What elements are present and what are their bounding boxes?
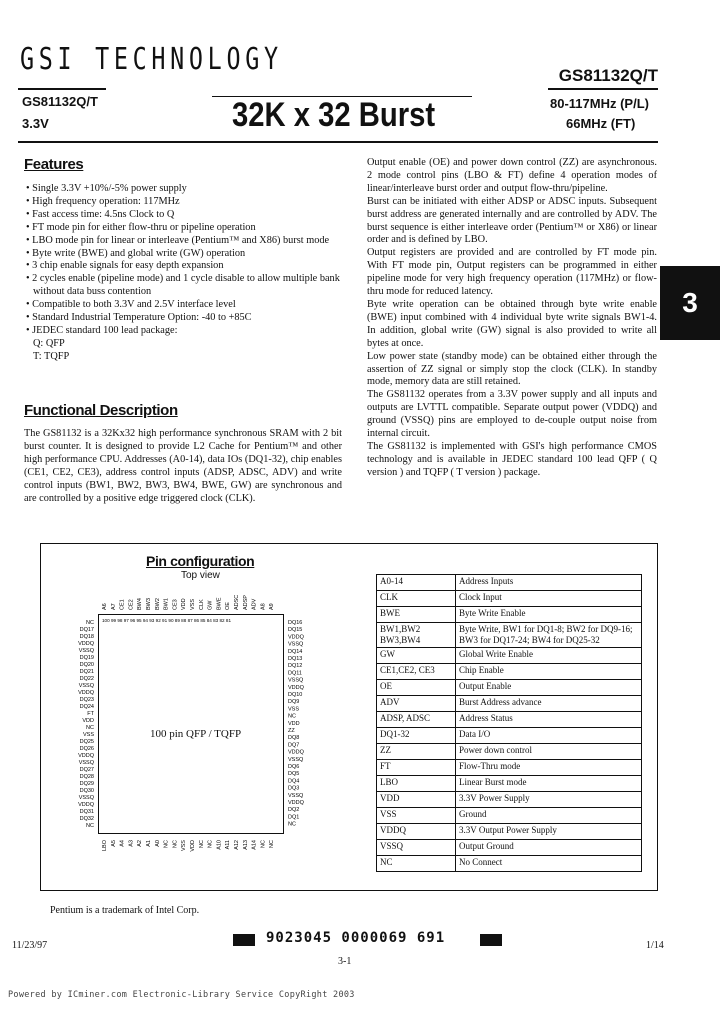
paragraph: The GS81132 operates from a 3.3V power supply and all inputs and outputs are LVTTL compatible. Separate output power (VDDQ) and ground (VSSQ) pins are employed to de-couple output noise from internal circuit.	[367, 389, 657, 440]
pin-label: NC	[172, 840, 179, 848]
pin-label: VSS	[288, 706, 300, 713]
pin-name: GW	[377, 648, 456, 664]
pin-label: A9	[269, 603, 276, 610]
pin-label: BWE	[216, 597, 223, 610]
paragraph: Output enable (OE) and power down control (ZZ) are asynchronous. 2 mode control pins (LBO & FT) define 4 operation modes of linear/interleave burst order and output flow-thru/pipeline.	[367, 157, 657, 194]
pin-label: DQ27	[79, 767, 94, 773]
functional-description: The GS81132 is a 32Kx32 high performance synchronous SRAM with 2 bit burst counter. It is designed to provide L2 Cache for Pentium™ and other high performance CPU. Addresses (A0-14), data IOs (DQ1-32), chip enables (CE1, CE2, CE3), address control inputs (ADSP, ADSC, ADV) and write control inputs (BW1, BW2, BW3, BW4, BWE, GW) are synchronous and are controlled by a positive edge triggered clock (CLK).	[24, 428, 342, 504]
pin-label: A0	[154, 840, 161, 847]
pin-name: A0-14	[377, 575, 456, 591]
package-q: Q: QFP	[33, 337, 65, 349]
table-row	[377, 728, 642, 744]
pin-label: NC	[163, 840, 170, 848]
page-of: 1/14	[646, 940, 664, 951]
pin-name: NC	[377, 856, 456, 872]
part-number-top: GS81132Q/T	[558, 66, 658, 85]
pin-label: DQ1	[288, 814, 300, 821]
pin-label: LBO	[102, 840, 108, 852]
paragraph: Burst can be initiated with either ADSP or ADSC inputs. Subsequent burst address are generated internally and are controlled by ADV. The burst sequence is either interleave order (Pentium™ or X86) or linear order and is defined by LBO.	[367, 195, 657, 246]
company-logo: GSI TECHNOLOGY	[20, 42, 283, 77]
pin-label: VDDQ	[288, 800, 304, 806]
pin-label: OE	[225, 602, 232, 610]
list-item: • 2 cycles enable (pipeline mode) and 1 cycle disable to allow multiple bank without data buss contention	[26, 273, 340, 298]
pin-label: A6	[102, 603, 108, 610]
pin-name: CE1,CE2, CE3	[377, 664, 456, 680]
pin-label: DQ32	[79, 816, 94, 822]
table-row	[377, 744, 642, 760]
pin-label: DQ9	[288, 699, 300, 706]
pin-label: VDDQ	[78, 641, 94, 647]
list-item: • Compatible to both 3.3V and 2.5V interface level	[26, 299, 236, 311]
pin-desc: Chip Enable	[456, 664, 642, 680]
header-rule-right	[548, 88, 658, 90]
pin-desc: Address Inputs	[456, 575, 642, 591]
pin-label: VDDQ	[78, 690, 94, 696]
list-item: • Single 3.3V +10%/-5% power supply	[26, 183, 187, 194]
pin-label: A5	[110, 840, 117, 847]
pin-label: A3	[128, 840, 135, 847]
features-heading: Features	[24, 156, 84, 173]
pin-name: ADSP, ADSC	[377, 712, 456, 728]
pin-label: DQ15	[288, 627, 303, 634]
pin-desc: Clock Input	[456, 591, 642, 607]
list-item: • FT mode pin for either flow-thru or pipeline operation	[26, 221, 256, 233]
speed-pipeline: 80-117MHz (P/L)	[550, 96, 649, 111]
table-row	[377, 792, 642, 808]
table-row	[377, 575, 642, 591]
pin-label: VSS	[82, 732, 94, 738]
pin-label: DQ19	[79, 655, 94, 661]
pin-label: NC	[260, 840, 267, 848]
barcode-number: 9023045 0000069 691	[266, 930, 446, 946]
pin-label: VSSQ	[288, 756, 304, 763]
functional-heading: Functional Description	[24, 402, 178, 419]
pin-name: ADV	[377, 696, 456, 712]
document-date: 11/23/97	[12, 940, 48, 951]
pin-desc: Burst Address advance	[456, 696, 642, 712]
pin-label: BW1	[163, 598, 170, 610]
features-list	[26, 183, 341, 364]
pin-label: A10	[216, 840, 223, 850]
pin-label: FT	[87, 711, 94, 717]
pin-label: A1	[146, 840, 152, 847]
pin-desc: Global Write Enable	[456, 648, 642, 664]
pin-label: DQ13	[288, 656, 303, 662]
chip-outline	[98, 614, 284, 834]
table-row	[377, 591, 642, 607]
pin-label: BW2	[154, 598, 161, 610]
barcode-bar	[480, 934, 502, 946]
pin-desc: Linear Burst mode	[456, 776, 642, 792]
pin-label: CE3	[172, 599, 179, 610]
pin-label: BW4	[137, 598, 144, 610]
table-row	[377, 664, 642, 680]
pin-label: VSS	[181, 840, 188, 852]
pin-label: CLK	[198, 599, 205, 610]
pin-label: DQ29	[79, 781, 94, 787]
pin-label: DQ7	[288, 742, 300, 749]
pin-label: VDDQ	[288, 684, 304, 691]
package-t: T: TQFP	[33, 350, 70, 362]
pin-label: VDDQ	[288, 749, 304, 756]
pin-label: DQ17	[79, 627, 94, 633]
paragraph: The GS81132 is implemented with GSI's high performance CMOS technology and is available in JEDEC standard 100 lead QFP ( Q version ) and TQFP ( T version ) package.	[367, 440, 657, 478]
pin-label: VDD	[288, 720, 300, 727]
pin-label: DQ24	[79, 704, 94, 710]
paragraph: Low power state (standby mode) can be obtained either through the assertion of ZZ signal or simply stop the clock (CLK). In standby mode, memory data are still retained.	[367, 350, 657, 388]
pin-name: BWE	[377, 607, 456, 623]
barcode-bar	[233, 934, 255, 946]
pin-desc: Flow-Thru mode	[456, 760, 642, 776]
table-row	[377, 712, 642, 728]
pin-numbers: 100 99 98 97 96 95 94 93 92 91 90 89 88 87 86 85 84 83 82 81	[102, 618, 231, 623]
pin-label: ADSP	[242, 595, 249, 610]
page-number: 3-1	[338, 956, 352, 967]
list-item: • High frequency operation: 117MHz	[26, 195, 180, 207]
pin-label: DQ21	[79, 669, 94, 675]
table-row	[377, 648, 642, 664]
pin-label: ADSC	[234, 594, 240, 610]
pin-label: VDDQ	[78, 753, 94, 759]
pin-label: VSS	[190, 598, 196, 610]
table-row	[377, 607, 642, 623]
pin-label: DQ30	[79, 788, 94, 794]
pin-name: VDDQ	[377, 824, 456, 840]
table-row	[377, 760, 642, 776]
pin-label: DQ2	[288, 807, 300, 814]
pin-label: BW3	[146, 598, 152, 610]
pin-label: DQ26	[79, 746, 94, 752]
table-row	[377, 840, 642, 856]
pin-label: VSSQ	[78, 648, 94, 654]
pin-desc: Byte Write, BW1 for DQ1-8; BW2 for DQ9-16; BW3 for DQ17-24; BW4 for DQ25-32	[456, 623, 642, 648]
pin-label: DQ6	[288, 764, 300, 770]
pin-label: VSSQ	[288, 792, 304, 799]
pin-desc: Power down control	[456, 744, 642, 760]
pin-label: A12	[234, 840, 240, 850]
pin-name: BW1,BW2 BW3,BW4	[377, 623, 456, 648]
pin-name: ZZ	[377, 744, 456, 760]
pin-name: OE	[377, 680, 456, 696]
pin-label: A13	[242, 840, 249, 850]
pin-name: VSS	[377, 808, 456, 824]
pin-label: DQ10	[288, 692, 303, 698]
table-row	[377, 623, 642, 648]
pin-label: A4	[119, 840, 126, 847]
pin-label: VDD	[181, 598, 188, 610]
pin-label: A2	[137, 840, 144, 847]
list-item: • Byte write (BWE) and global write (GW) operation	[26, 247, 246, 259]
pin-label: NC	[86, 725, 94, 731]
pin-label: DQ11	[288, 670, 302, 677]
pin-label: DQ16	[288, 620, 303, 626]
pin-label: DQ5	[288, 771, 300, 778]
document-title: 32K x 32 Burst	[232, 96, 436, 134]
pin-desc: Ground	[456, 808, 642, 824]
pin-label: DQ14	[288, 648, 303, 655]
list-item: • Standard Industrial Temperature Option: -40 to +85C	[26, 312, 252, 324]
pin-desc: 3.3V Power Supply	[456, 792, 642, 808]
pin-name: LBO	[377, 776, 456, 792]
pin-name: CLK	[377, 591, 456, 607]
list-item: • Fast access time: 4.5ns Clock to Q	[26, 208, 175, 220]
pin-description-table	[376, 574, 642, 872]
table-row	[377, 696, 642, 712]
list-item: • JEDEC standard 100 lead package:	[26, 324, 178, 336]
pin-label: NC	[288, 713, 296, 720]
pin-label: CE2	[128, 599, 135, 610]
header-divider	[18, 141, 658, 143]
pin-label: VSSQ	[288, 641, 304, 648]
pin-label: DQ28	[79, 774, 94, 780]
pin-label: NC	[86, 620, 94, 626]
pin-label: VDD	[82, 718, 94, 724]
pin-label: VSSQ	[78, 795, 94, 801]
pin-label: DQ4	[288, 778, 300, 785]
pin-config-heading: Pin configuration	[146, 553, 255, 569]
pin-label: DQ31	[79, 809, 94, 815]
paragraph: Byte write operation can be obtained through byte write enable (BWE) input combined with 4 individual byte write signals BW1-4. In addition, global write (GW) signal is also provided to write all bytes at once.	[367, 298, 657, 349]
list-item: • 3 chip enable signals for easy depth expansion	[26, 260, 224, 272]
pin-desc: 3.3V Output Power Supply	[456, 824, 642, 840]
pin-label: DQ20	[79, 662, 94, 668]
pin-desc: Output Enable	[456, 680, 642, 696]
pin-label: NC	[207, 840, 214, 848]
top-view-label: Top view	[181, 570, 220, 581]
pin-label: VSSQ	[78, 760, 94, 766]
pin-label: DQ25	[79, 739, 94, 745]
pin-label: VDD	[190, 840, 196, 852]
pin-label: NC	[198, 840, 205, 848]
table-row	[377, 824, 642, 840]
part-number: GS81132Q/T	[22, 94, 98, 109]
footer-watermark: Powered by ICminer.com Electronic-Library Service CopyRight 2003	[8, 990, 355, 1000]
pin-label: DQ3	[288, 785, 300, 792]
pin-label: VSSQ	[78, 683, 94, 689]
table-row	[377, 856, 642, 872]
pin-label: A14	[251, 840, 258, 850]
pin-label: VSSQ	[288, 677, 304, 684]
pin-label: NC	[86, 823, 94, 829]
table-row	[377, 680, 642, 696]
pin-label: NC	[269, 840, 276, 848]
pin-desc: Data I/O	[456, 728, 642, 744]
pin-label: DQ12	[288, 663, 303, 670]
pin-name: VSSQ	[377, 840, 456, 856]
pin-desc: Output Ground	[456, 840, 642, 856]
pin-label: A11	[225, 840, 232, 850]
speed-flowthru: 66MHz (FT)	[566, 116, 636, 131]
pin-label: A8	[260, 603, 267, 610]
pin-label: ZZ	[288, 728, 295, 734]
pin-label: ADV	[251, 598, 258, 610]
trademark-note: Pentium is a trademark of Intel Corp.	[50, 905, 200, 916]
pin-desc: Byte Write Enable	[456, 607, 642, 623]
pin-desc: No Connect	[456, 856, 642, 872]
pin-desc: Address Status	[456, 712, 642, 728]
table-row	[377, 776, 642, 792]
table-row	[377, 808, 642, 824]
right-column	[367, 157, 657, 480]
paragraph: Output registers are provided and are controlled by FT mode pin. With FT mode pin, Output registers can be programmed in either pipeline mode for very high frequency operation (117MHz) or flow-thru mode for reduced latency.	[367, 247, 657, 298]
pin-label: VDDQ	[288, 634, 304, 641]
pin-label: A7	[110, 603, 117, 610]
pin-label: DQ8	[288, 735, 300, 742]
pin-label: DQ22	[79, 676, 94, 682]
header-rule-left	[18, 88, 106, 90]
pin-name: DQ1-32	[377, 728, 456, 744]
package-label: 100 pin QFP / TQFP	[150, 728, 242, 740]
pin-label: GW	[207, 600, 214, 610]
pin-label: DQ23	[79, 697, 94, 703]
pin-label: VDDQ	[78, 802, 94, 808]
pin-name: FT	[377, 760, 456, 776]
pin-label: NC	[288, 821, 296, 828]
pin-name: VDD	[377, 792, 456, 808]
pin-label: CE1	[119, 599, 126, 610]
list-item: • LBO mode pin for linear or interleave (Pentium™ and X86) burst mode	[26, 234, 330, 246]
pin-label: DQ18	[79, 634, 94, 640]
voltage: 3.3V	[22, 116, 49, 131]
section-tab: 3	[660, 266, 720, 340]
